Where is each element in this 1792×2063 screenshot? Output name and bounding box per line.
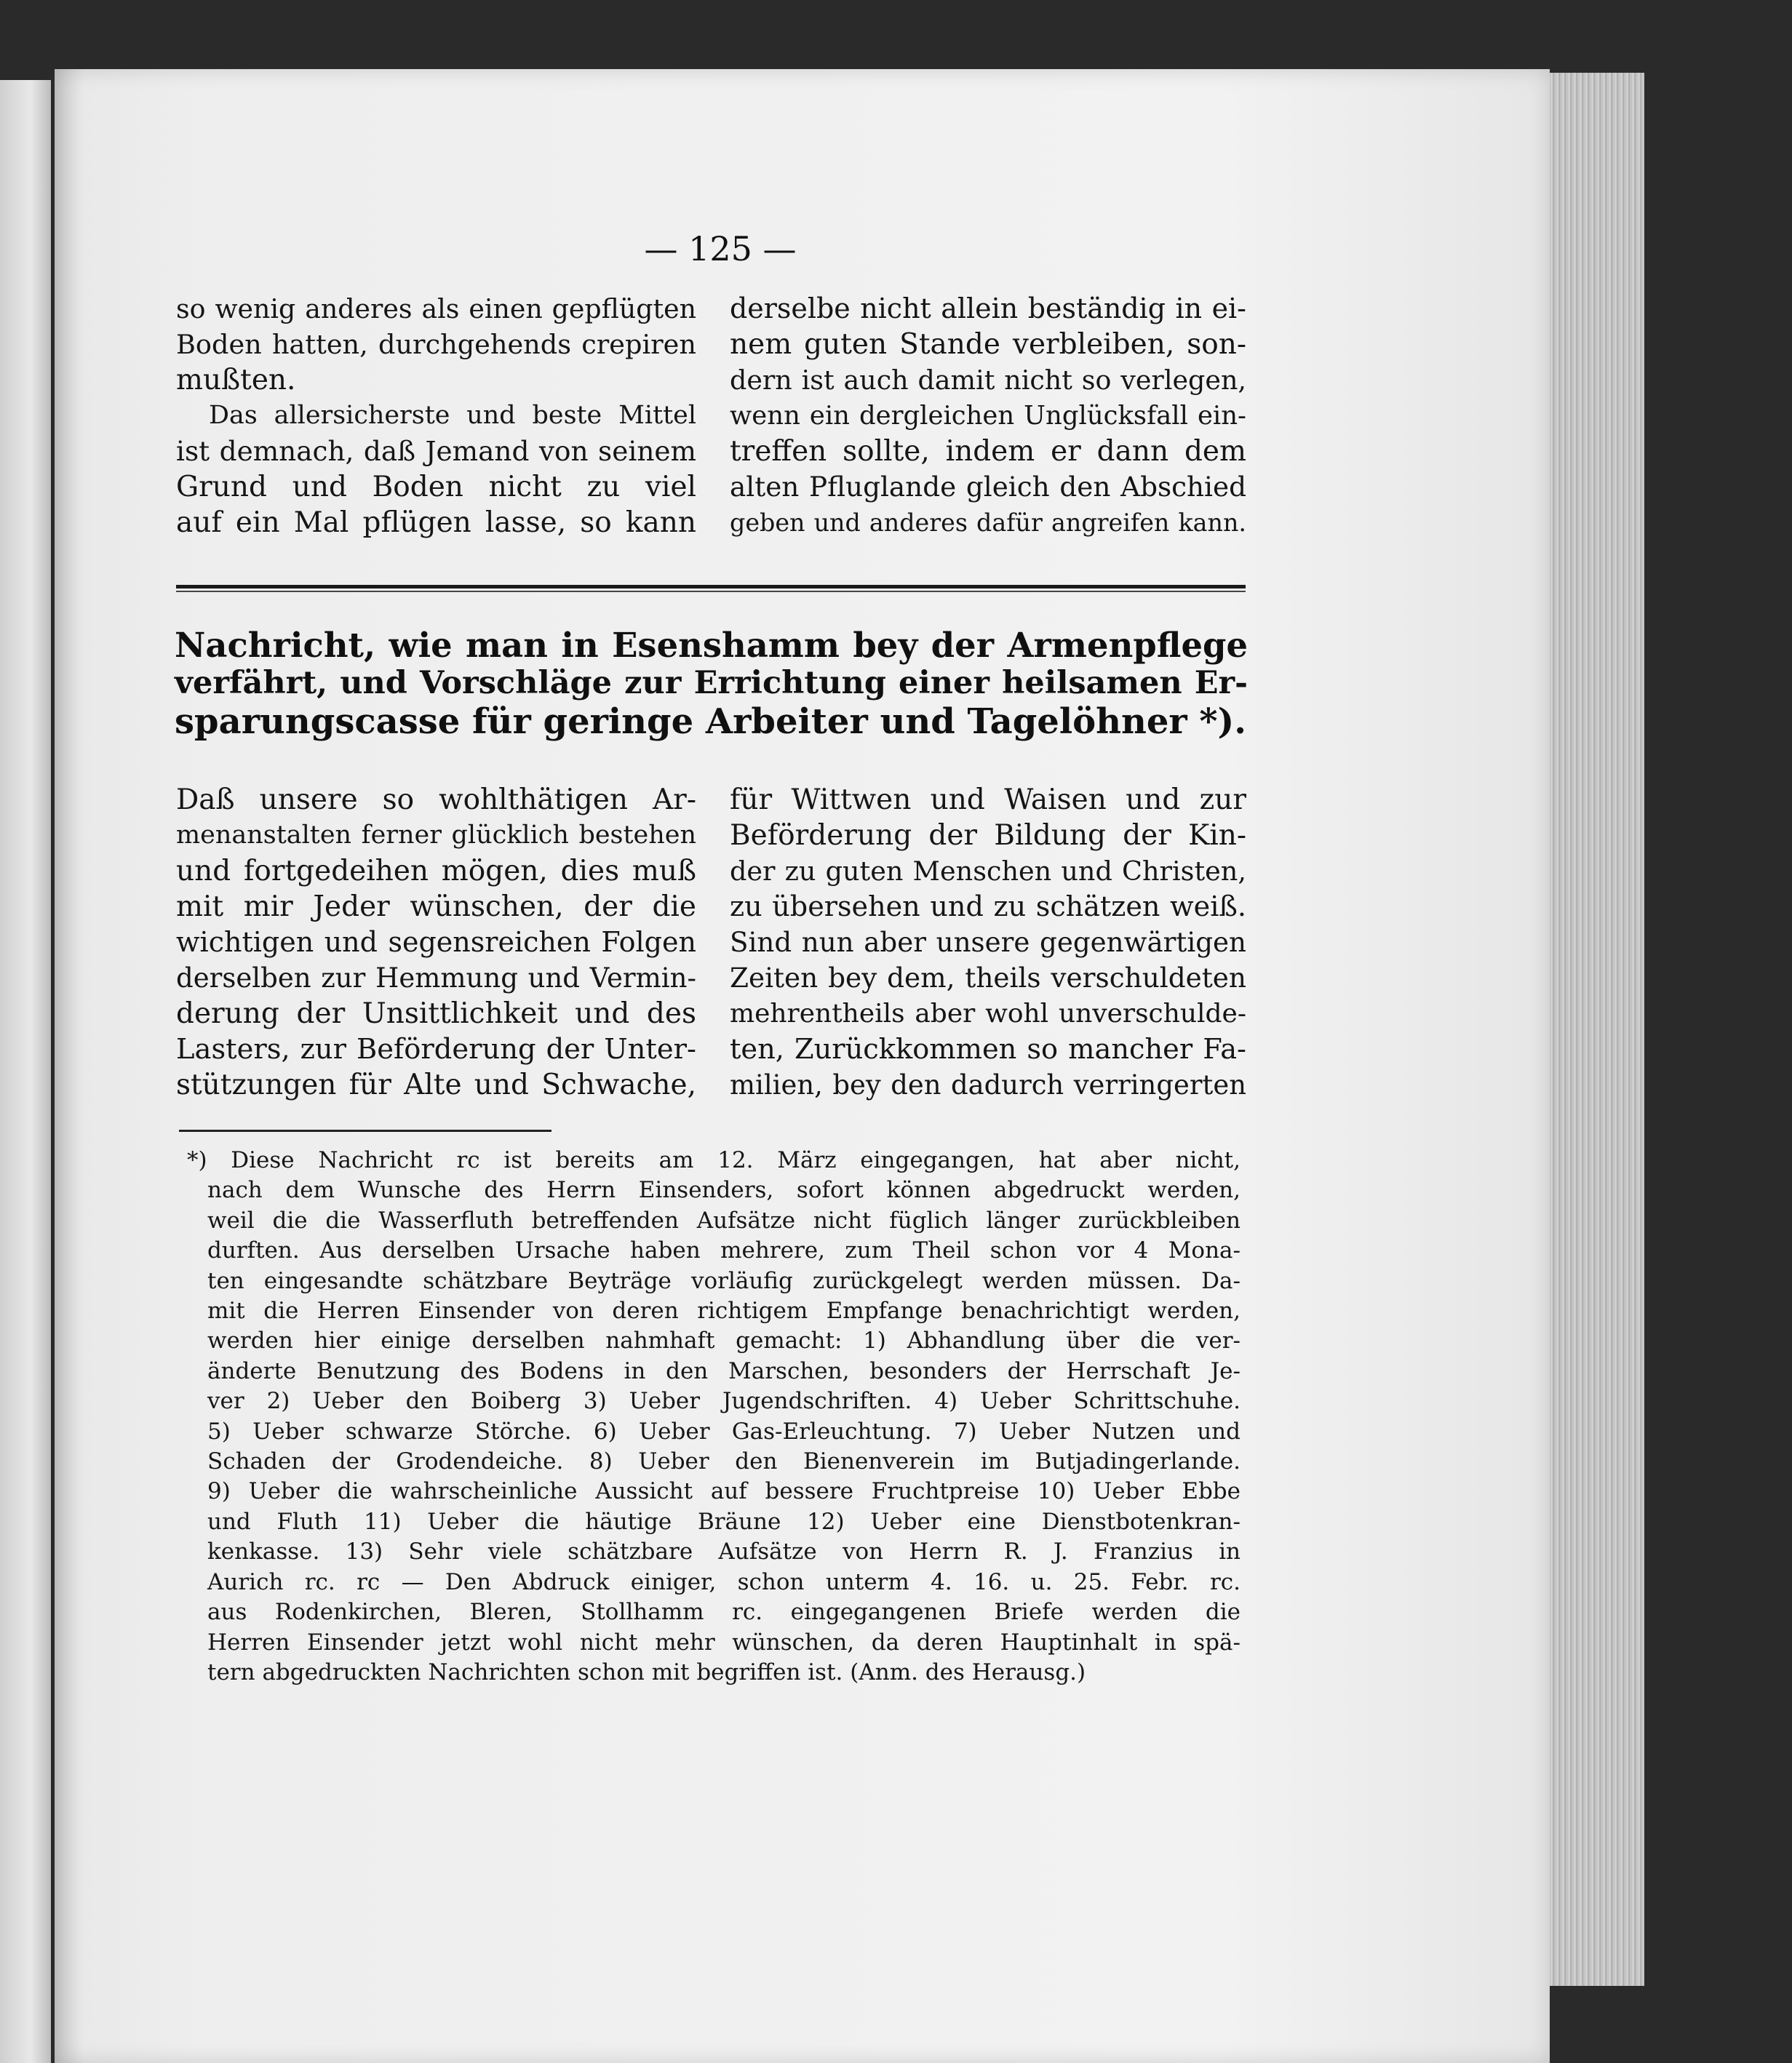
body-left-column	[176, 782, 696, 1103]
text-line: alten Pfluglande gleich den Abschied	[730, 471, 1246, 503]
footnote-line: werden hier einige derselben nahmhaft gemacht: 1) Abhandlung über die ver-	[207, 1328, 1241, 1354]
body-right-column	[730, 782, 1246, 1103]
text-line: milien, bey den dadurch verringerten	[730, 1069, 1246, 1101]
text-line: Boden hatten, durchgehends crepiren	[176, 329, 696, 360]
footnote-line: weil die die Wasserfluth betreffenden Aufsätze nicht füglich länger zurückbleiben	[207, 1207, 1241, 1234]
section-divider-thin	[176, 591, 1246, 592]
text-line: Lasters, zur Beförderung der Unter-	[176, 1033, 696, 1066]
footnote	[187, 1146, 1241, 1688]
text-line: Beförderung der Bildung der Kin-	[730, 819, 1246, 852]
footnote-line: Aurich rc. rc — Den Abdruck einiger, schon unterm 4. 16. u. 25. Febr. rc.	[207, 1568, 1241, 1595]
text-line: ist demnach, daß Jemand von seinem	[176, 435, 696, 467]
text-line: treffen sollte, indem er dann dem	[730, 435, 1246, 468]
text-line: Daß unsere so wohlthätigen Ar-	[176, 783, 696, 816]
footnote-line: aus Rodenkirchen, Bleren, Stollhamm rc. eingegangenen Briefe werden die	[207, 1599, 1241, 1626]
footnote-line: durften. Aus derselben Ursache haben mehrere, zum Theil schon vor 4 Mona-	[207, 1237, 1241, 1264]
top-right-column	[730, 291, 1246, 540]
text-line: menanstalten ferner glücklich bestehen	[176, 821, 696, 850]
text-line: Das allersicherste und beste Mittel	[209, 401, 696, 430]
text-line: der zu guten Menschen und Christen,	[730, 855, 1246, 887]
footnote-line: Schaden der Grodendeiche. 8) Ueber den Bienenverein im Butjadingerlande.	[207, 1448, 1241, 1475]
text-line: für Wittwen und Waisen und zur	[730, 783, 1246, 816]
footnote-line: *) Diese Nachricht rc ist bereits am 12. März eingegangen, hat aber nicht,	[187, 1147, 1241, 1173]
text-line: dern ist auch damit nicht so verlegen,	[730, 364, 1246, 396]
heading-line: verfährt, und Vorschläge zur Errichtung einer heilsamen Er-	[175, 665, 1248, 701]
text-line: geben und anderes dafür angreifen kann.	[730, 508, 1246, 537]
footnote-line: mit die Herren Einsender von deren richtigem Empfange benachrichtigt werden,	[207, 1298, 1241, 1325]
page-number: — 125 —	[644, 229, 797, 268]
text-line: stützungen für Alte und Schwache,	[176, 1069, 696, 1101]
text-line: nem guten Stande verbleiben, son-	[730, 328, 1246, 361]
left-page-edge	[0, 80, 51, 2063]
text-line: mußten.	[176, 364, 296, 396]
text-line: und fortgedeihen mögen, dies muß	[176, 855, 696, 887]
article-heading	[175, 626, 1248, 741]
text-line: Grund und Boden nicht zu viel	[176, 471, 696, 503]
text-line: auf ein Mal pflügen lasse, so kann	[176, 506, 696, 539]
text-line: so wenig anderes als einen gepflügten	[176, 293, 696, 324]
footnote-line: kenkasse. 13) Sehr viele schätzbare Aufsätze von Herrn R. J. Franzius in	[207, 1539, 1241, 1565]
footnote-line: Herren Einsender jetzt wohl nicht mehr wünschen, da deren Hauptinhalt in spä-	[207, 1629, 1241, 1656]
text-line: Zeiten bey dem, theils verschuldeten	[730, 962, 1246, 994]
footnote-line: änderte Benutzung des Bodens in den Marschen, besonders der Herrschaft Je-	[207, 1357, 1241, 1384]
text-line: derung der Unsittlichkeit und des	[176, 997, 696, 1030]
text-line: derselben zur Hemmung und Vermin-	[176, 962, 696, 994]
text-line: mehrentheils aber wohl unverschulde-	[730, 999, 1246, 1029]
footnote-line: 9) Ueber die wahrscheinliche Aussicht auf bessere Fruchtpreise 10) Ueber Ebbe	[207, 1478, 1241, 1505]
text-line: zu übersehen und zu schätzen weiß.	[730, 890, 1246, 922]
text-line: Sind nun aber unsere gegenwärtigen	[730, 926, 1246, 958]
heading-line: Nachricht, wie man in Esenshamm bey der Armenpflege	[175, 625, 1248, 665]
footnote-line: ten eingesandte schätzbare Beyträge vorläufig zurückgelegt werden müssen. Da-	[207, 1267, 1241, 1294]
heading-line: sparungscasse für geringe Arbeiter und Tagelöhner *).	[175, 701, 1246, 742]
footnote-line: 5) Ueber schwarze Störche. 6) Ueber Gas-Erleuchtung. 7) Ueber Nutzen und	[207, 1418, 1241, 1445]
section-divider	[176, 585, 1246, 588]
top-left-column	[176, 291, 696, 540]
text-line: derselbe nicht allein beständig in ei-	[730, 292, 1246, 324]
text-line: wichtigen und segensreichen Folgen	[176, 926, 696, 958]
page-stack-edge	[1550, 73, 1644, 1986]
footnote-divider	[179, 1130, 551, 1132]
text-line: ten, Zurückkommen so mancher Fa-	[730, 1033, 1246, 1066]
text-line: wenn ein dergleichen Unglücksfall ein-	[730, 401, 1246, 431]
footnote-line: und Fluth 11) Ueber die häutige Bräune 12) Ueber eine Dienstbotenkran-	[207, 1508, 1241, 1535]
footnote-line: nach dem Wunsche des Herrn Einsenders, sofort können abgedruckt werden,	[207, 1177, 1241, 1204]
footnote-line: tern abgedruckten Nachrichten schon mit begriffen ist. (Anm. des Herausg.)	[207, 1659, 1086, 1685]
text-line: mit mir Jeder wünschen, der die	[176, 890, 696, 923]
footnote-line: ver 2) Ueber den Boiberg 3) Ueber Jugendschriften. 4) Ueber Schrittschuhe.	[207, 1388, 1241, 1415]
